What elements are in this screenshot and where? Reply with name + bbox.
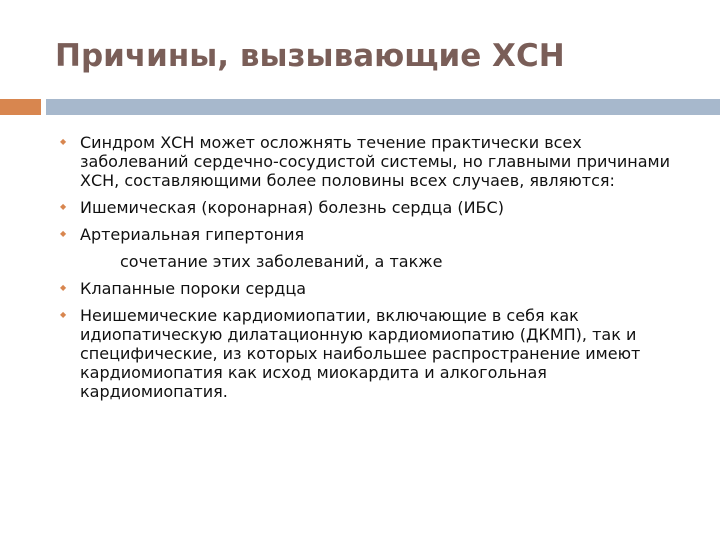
list-item-text: Синдром ХСН может осложнять течение практически всех заболеваний сердечно-сосудистой системы, но главными причинами ХСН, составляющими более половины всех случаев, являются:: [80, 133, 670, 190]
accent-bar-orange: [0, 99, 41, 115]
list-item: [57, 133, 687, 190]
diamond-bullet-icon: ◆: [60, 229, 67, 238]
bullet-list: [57, 133, 687, 409]
indented-note: сочетание этих заболеваний, а также: [120, 252, 443, 271]
list-item: [57, 198, 687, 217]
slide-title: Причины, вызывающие ХСН: [55, 38, 565, 74]
list-item: [57, 306, 687, 401]
list-item-text: Неишемические кардиомиопатии, включающие в себя как идиопатическую дилатационную кардиомиопатию (ДКМП), так и специфические, из которых наибольшее распространение имеют кардиомиопатия как исход миокардита и алкогольная кардиомиопатия.: [80, 306, 641, 401]
accent-bar-blue: [46, 99, 720, 115]
diamond-bullet-icon: ◆: [60, 137, 67, 146]
diamond-bullet-icon: ◆: [60, 310, 67, 319]
list-item: [57, 225, 687, 244]
list-item-text: Клапанные пороки сердца: [80, 279, 307, 298]
list-item: [57, 279, 687, 298]
diamond-bullet-icon: ◆: [60, 283, 67, 292]
list-item-text: Ишемическая (коронарная) болезнь сердца (ИБС): [80, 198, 504, 217]
diamond-bullet-icon: ◆: [60, 202, 67, 211]
list-item-text: Артериальная гипертония: [80, 225, 305, 244]
